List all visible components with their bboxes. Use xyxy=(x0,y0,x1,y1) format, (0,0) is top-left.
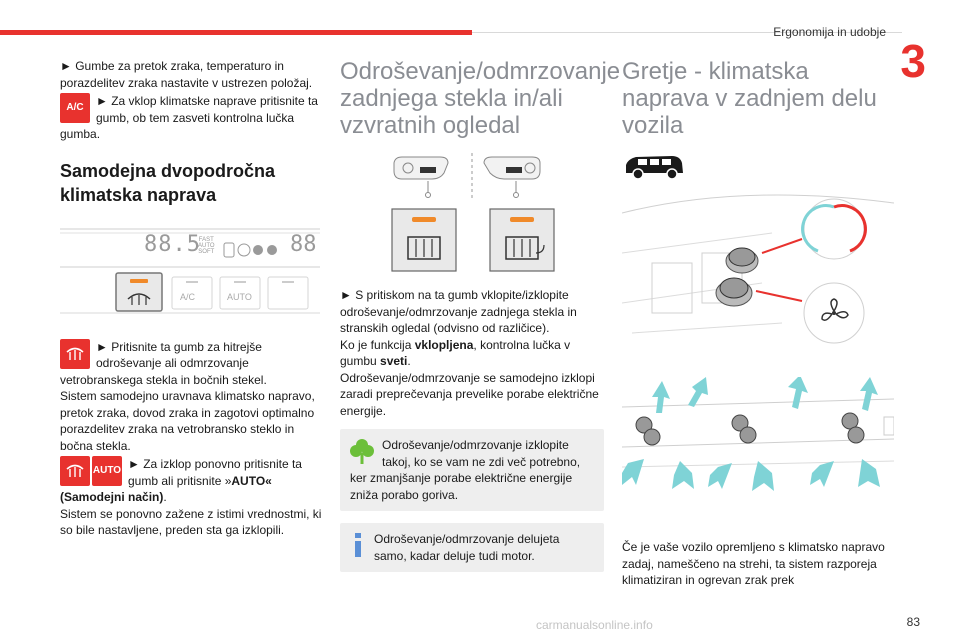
defrost-mini-icon xyxy=(60,456,90,486)
section-heading: Samodejna dvopodročna klimatska naprava xyxy=(60,160,276,205)
eco-note: Odroševanje/odmrzovanje izklopite takoj, ko se vam ne zdi več potrebno, ker zmanjšanje porabe električne energije zniža porabo goriva. xyxy=(340,429,604,511)
paragraph: ► S pritiskom na ta gumb vklopite/izklopite odroševanje/odmrzovanje zadnjega stekla in stranskih ogledal (odvisno od različice). xyxy=(340,288,577,335)
paragraph: Če je vaše vozilo opremljeno s klimatsko napravo zadaj, nameščeno na strehi, ta sistem razporeja klimatiziran in ogrevan zrak prek xyxy=(622,540,885,587)
watermark: carmanualsonline.info xyxy=(536,618,653,632)
header-accent-bar xyxy=(0,30,472,35)
roof-vents-illustration xyxy=(622,377,894,517)
page-number: 83 xyxy=(906,615,920,629)
temp-display-left: 88.5 xyxy=(144,231,201,257)
paragraph: ► Pritisnite ta gumb za hitrejše odroševanje ali odmrzovanje vetrobranskega stekla in bočnih stekel. xyxy=(60,339,267,387)
paragraph: ► Gumbe za pretok zraka, temperaturo in porazdelitev zraka nastavite v ustrezen položaj. xyxy=(60,59,313,90)
temp-display-right: 88 xyxy=(290,231,317,257)
column-3 xyxy=(622,58,894,589)
section-heading: Gretje - klimatska naprava v zadnjem delu vozila xyxy=(622,58,877,139)
info-icon xyxy=(350,531,366,559)
paragraph: Sistem se ponovno zažene z istimi vrednostmi, ki so bile nastavljene, preden sta ga izklopili. xyxy=(60,506,322,537)
eco-leaf-icon xyxy=(350,437,374,465)
info-note: Odroševanje/odmrzovanje delujeta samo, kadar deluje tudi motor. xyxy=(340,523,604,572)
paragraph: ► Za vklop klimatske naprave pritisnite ta gumb, ob tem zasveti kontrolna lučka gumba. xyxy=(60,94,318,141)
column-2 xyxy=(340,58,621,572)
defrost-instruction xyxy=(60,339,324,389)
paragraph: ► Za izklop ponovno pritisnite ta gumb ali pritisnite »AUTO« (Samodejni način). xyxy=(60,457,302,504)
ac-button-icon: A/C xyxy=(60,93,90,123)
fan-mode-labels: FAST AUTO SOFT xyxy=(198,236,215,255)
chapter-number: 3 xyxy=(900,35,926,87)
section-heading: Odroševanje/odmrzovanje zadnjega stekla in/ali vzvratnih ogledal xyxy=(340,58,621,139)
column-1 xyxy=(60,58,324,539)
mirror-defrost-illustration xyxy=(340,153,604,201)
auto-panel-button: AUTO xyxy=(227,291,252,302)
windscreen-defrost-icon xyxy=(60,339,90,369)
paragraph: Sistem samodejno uravnava klimatsko napravo, pretok zraka, dovod zraka in zagotovi optimalno porazdelitev zraka na vetrobransko steklo in bočna stekla. xyxy=(60,389,315,453)
rear-controls-illustration xyxy=(622,193,894,363)
paragraph: Odroševanje/odmrzovanje se samodejno izklopi zaradi preprečevanja prevelike porabe električne energije. xyxy=(340,370,599,418)
ac-panel-button: A/C xyxy=(180,291,196,302)
auto-button-icon: AUTO xyxy=(92,456,122,486)
climate-panel-illustration xyxy=(60,225,320,317)
van-icon xyxy=(622,153,894,181)
ac-instruction xyxy=(60,93,324,143)
auto-instruction xyxy=(60,456,324,506)
rear-defrost-buttons xyxy=(340,207,604,273)
section-title: Ergonomija in udobje xyxy=(773,25,886,39)
paragraph: Ko je funkcija vklopljena, kontrolna lučka v gumbu sveti. xyxy=(340,337,571,368)
